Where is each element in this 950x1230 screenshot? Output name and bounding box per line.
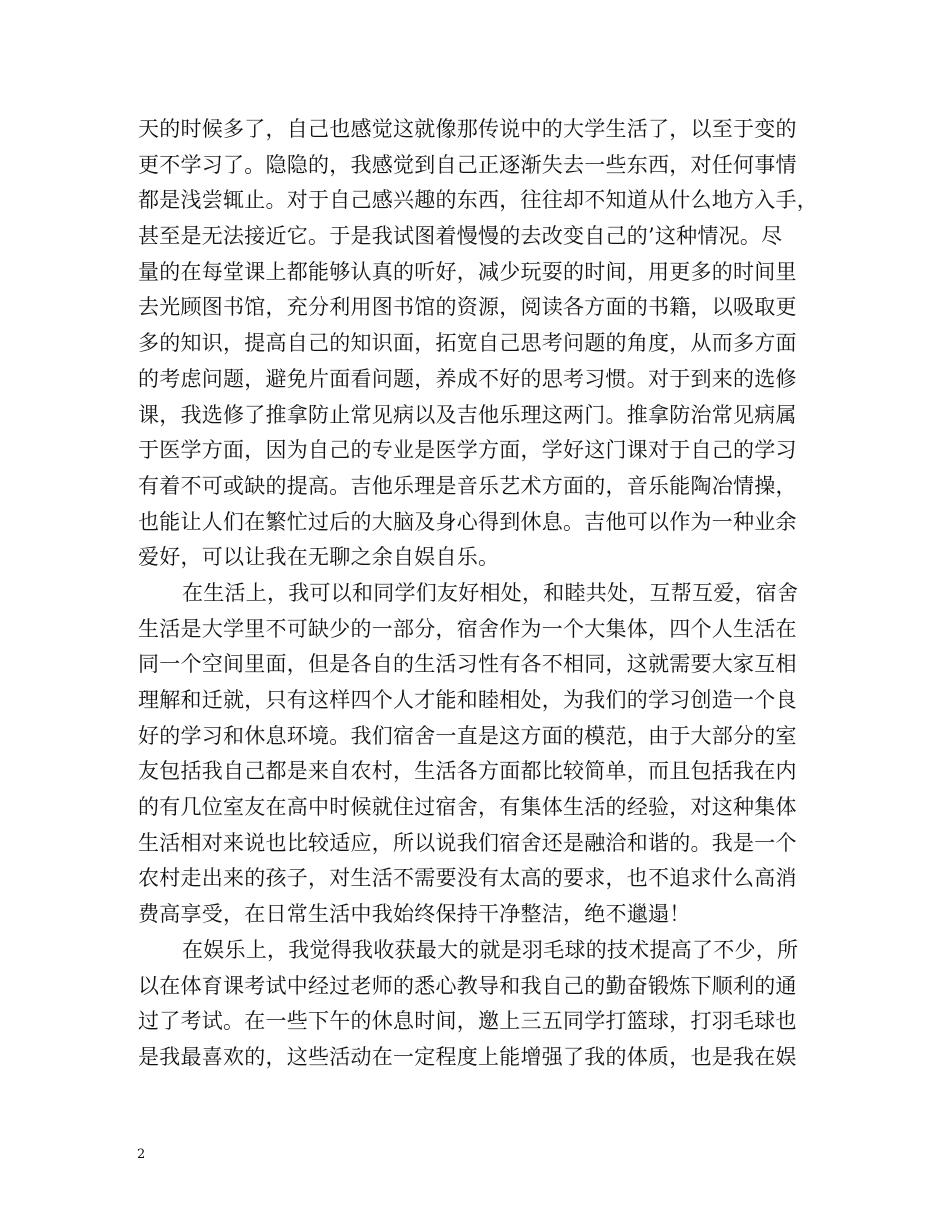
text-line: 农村走出来的孩子，对生活不需要没有太高的要求，也不追求什么高消: [138, 866, 797, 891]
text-line: 费高享受，在日常生活中我始终保持干净整洁，绝不邋遢！: [138, 902, 691, 927]
text-line: 以在体育课考试中经过老师的悉心教导和我自己的勤奋锻炼下顺利的通: [138, 973, 797, 998]
page-number: 2: [137, 1147, 146, 1162]
text-line: 生活是大学里不可缺少的一部分，宿舍作为一个大集体，四个人生活在: [138, 616, 797, 641]
text-line: 生活相对来说也比较适应，所以说我们宿舍还是融洽和谐的。我是一个: [138, 830, 797, 855]
text-line: 多的知识，提高自己的知识面，拓宽自己思考问题的角度，从而多方面: [138, 331, 797, 356]
text-line: 更不学习了。隐隐的，我感觉到自己正逐渐失去一些东西，对任何事情: [138, 152, 797, 177]
text-line: 爱好，可以让我在无聊之余自娱自乐。: [138, 545, 500, 570]
text-line: 于医学方面，因为自己的专业是医学方面，学好这门课对于自己的学习: [138, 438, 797, 463]
text-line: 友包括我自己都是来自农村，生活各方面都比较简单，而且包括我在内: [138, 759, 797, 784]
document-body: [138, 112, 820, 1076]
text-line: 好的学习和休息环境。我们宿舍一直是这方面的模范，由于大部分的室: [138, 723, 797, 748]
text-line: 过了考试。在一些下午的休息时间，邀上三五同学打篮球，打羽毛球也: [138, 1009, 797, 1034]
paragraph-first-line: 在生活上，我可以和同学们友好相处，和睦共处，互帮互爱，宿舍: [182, 580, 799, 605]
text-line: 同一个空间里面，但是各自的生活习性有各不相同，这就需要大家互相: [138, 652, 797, 677]
paragraph-first-line: 在娱乐上，我觉得我收获最大的就是羽毛球的技术提高了不少，所: [182, 937, 799, 962]
text-line: 天的时候多了，自己也感觉这就像那传说中的大学生活了，以至于变的: [138, 117, 797, 141]
text-line: 都是浅尝辄止。对于自己感兴趣的东西，往往却不知道从什么地方入手，: [138, 188, 818, 213]
text-line: 有着不可或缺的提高。吉他乐理是音乐艺术方面的，音乐能陶冶情操，: [138, 473, 797, 498]
text-line: 的有几位室友在高中时候就住过宿舍，有集体生活的经验，对这种集体: [138, 795, 797, 820]
text-line: 理解和迁就，只有这样四个人才能和睦相处，为我们的学习创造一个良: [138, 688, 797, 712]
text-line: 课，我选修了推拿防止常见病以及吉他乐理这两门。推拿防治常见病属: [138, 402, 797, 427]
text-line: 甚至是无法接近它。于是我试图着慢慢的去改变自己的’这种情况。尽: [138, 224, 783, 249]
text-line: 的考虑问题，避免片面看问题，养成不好的思考习惯。对于到来的选修: [138, 366, 797, 391]
text-line: 去光顾图书馆，充分利用图书馆的资源，阅读各方面的书籍，以吸取更: [138, 295, 797, 320]
text-line: 是我最喜欢的，这些活动在一定程度上能增强了我的体质，也是我在娱: [138, 1044, 797, 1069]
text-line: 量的在每堂课上都能够认真的听好，减少玩耍的时间，用更多的时间里: [138, 259, 797, 284]
text-line: 也能让人们在繁忙过后的大脑及身心得到休息。吉他可以作为一种业余: [138, 509, 797, 534]
